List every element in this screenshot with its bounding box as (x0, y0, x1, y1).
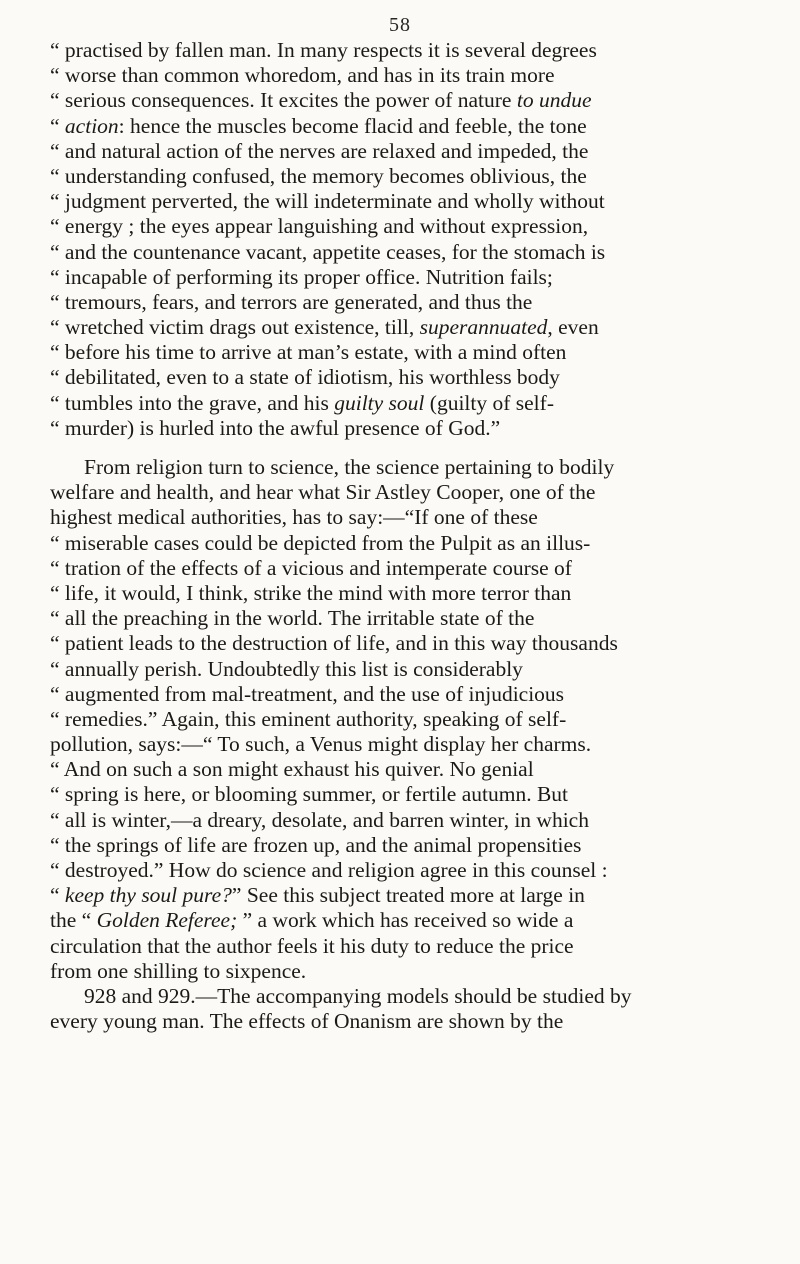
text-line: “ action: hence the muscles become flacid and feeble, the tone (50, 113, 587, 138)
text-line: “ life, it would, I think, strike the mind with more terror than (50, 580, 572, 605)
text-line: 928 and 929.—The accompanying models should be studied by (84, 983, 632, 1008)
text-line: “ annually perish. Undoubtedly this list is considerably (50, 656, 523, 681)
text-line: “ miserable cases could be depicted from the Pulpit as an illus- (50, 530, 591, 555)
text-line: “ tration of the effects of a vicious and intemperate course of (50, 555, 572, 580)
text-line: “ remedies.” Again, this eminent authority, speaking of self- (50, 706, 567, 731)
text-line: “ destroyed.” How do science and religion agree in this counsel : (50, 858, 608, 882)
text-line: “ worse than common whoredom, and has in its train more (50, 63, 555, 88)
text-line: “ and the countenance vacant, appetite ceases, for the stomach is (50, 239, 606, 264)
text-line: the “ Golden Referee; ” a work which has received so wide a (50, 908, 574, 933)
text-line: “ patient leads to the destruction of life, and in this way thousands (50, 631, 618, 656)
text-line: “ wretched victim drags out existence, till, superannuated, even (50, 315, 599, 340)
paragraph-science (50, 455, 762, 984)
text-line: circulation that the author feels it his duty to reduce the price (50, 933, 574, 958)
text-line: “ tumbles into the grave, and his guilty soul (guilty of self- (50, 390, 554, 415)
italic-term: Golden Referee; (96, 908, 238, 933)
text-line: “ practised by fallen man. In many respects it is several degrees (50, 38, 597, 62)
text-line: “ augmented from mal-treatment, and the use of injudicious (50, 681, 565, 706)
text-line: “ understanding confused, the memory becomes oblivious, the (50, 163, 587, 188)
paragraph-models (50, 984, 762, 1034)
text-line: pollution, says:—“ To such, a Venus might display her charms. (50, 732, 592, 757)
text-line: From religion turn to science, the science pertaining to bodily (84, 455, 615, 479)
italic-term: to undue (516, 88, 592, 113)
text-line: “ keep thy soul pure?” See this subject treated more at large in (50, 883, 585, 908)
text-line: “ all the preaching in the world. The irritable state of the (50, 606, 535, 631)
text-line: “ tremours, fears, and terrors are generated, and thus the (50, 289, 533, 314)
italic-term: keep thy soul pure? (64, 883, 232, 908)
text-line: “ And on such a son might exhaust his quiver. No genial (50, 757, 534, 782)
text-line: “ debilitated, even to a state of idiotism, his worthless body (50, 365, 560, 390)
text-line: “ energy ; the eyes appear languishing and without expression, (50, 214, 589, 239)
italic-term: guilty soul (334, 390, 425, 415)
text-line: from one shilling to sixpence. (50, 958, 307, 983)
text-line: “ serious consequences. It excites the power of nature to undue (50, 88, 592, 113)
body-text (50, 38, 762, 1034)
text-line: “ all is winter,—a dreary, desolate, and barren winter, in which (50, 807, 589, 832)
italic-term: superannuated (419, 315, 548, 340)
text-line: “ the springs of life are frozen up, and the animal propensities (50, 832, 582, 857)
text-line: welfare and health, and hear what Sir Astley Cooper, one of the (50, 480, 596, 505)
paragraph-quotation (50, 38, 762, 441)
page-number: 58 (389, 14, 411, 36)
text-line: “ before his time to arrive at man’s estate, with a mind often (50, 340, 567, 365)
text-line: “ murder) is hurled into the awful presence of God.” (50, 415, 501, 440)
text-line: “ judgment perverted, the will indeterminate and wholly without (50, 189, 605, 214)
text-line: “ spring is here, or blooming summer, or fertile autumn. But (50, 782, 569, 807)
italic-term: action (64, 113, 119, 138)
text-line: highest medical authorities, has to say:—“If one of these (50, 505, 538, 530)
text-line: every young man. The effects of Onanism are shown by the (50, 1009, 564, 1034)
text-line: “ and natural action of the nerves are relaxed and impeded, the (50, 138, 589, 163)
text-line: “ incapable of performing its proper office. Nutrition fails; (50, 264, 553, 289)
